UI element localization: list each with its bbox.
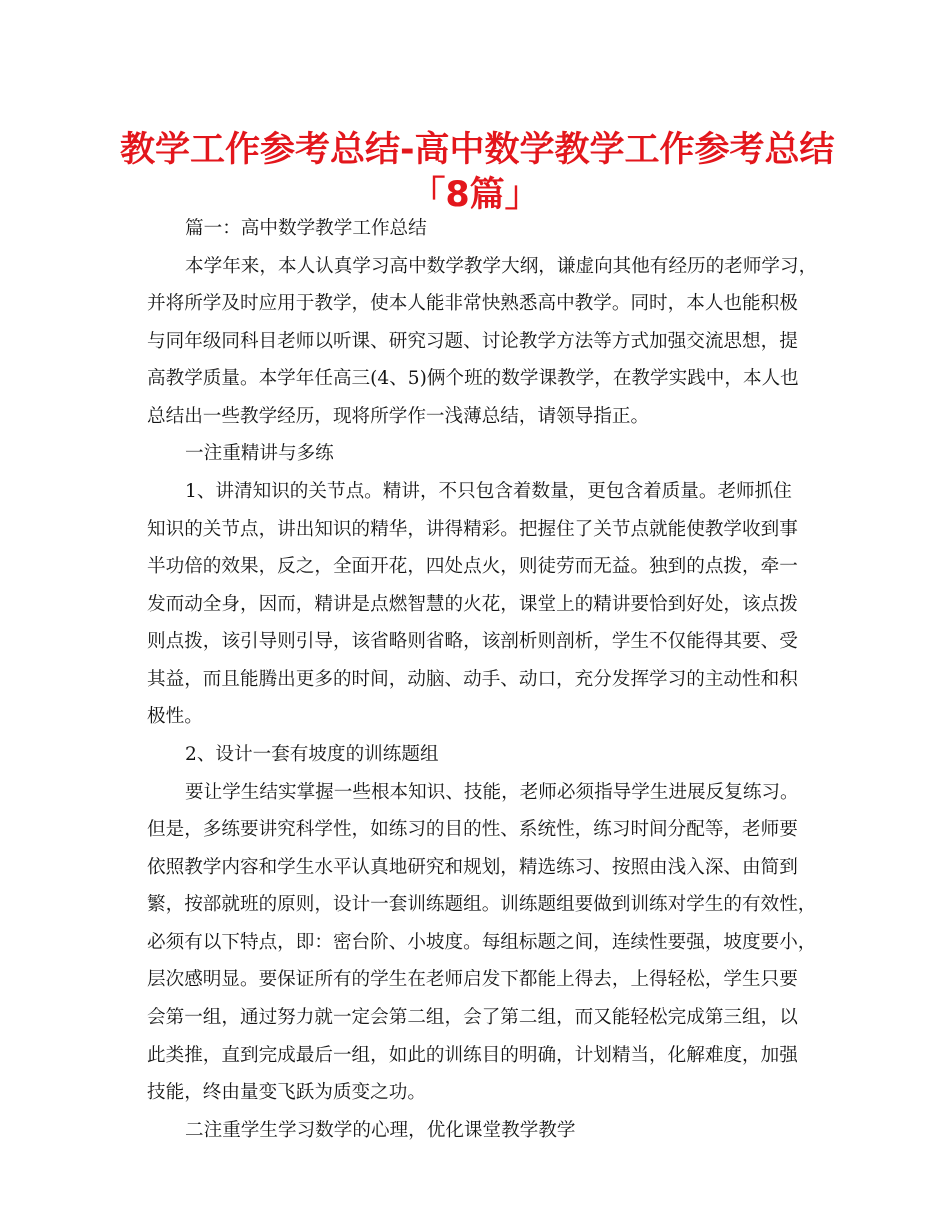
paragraph-line: 其益，而且能腾出更多的时间，动脑、动手、动口，充分发挥学习的主动性和积	[147, 669, 798, 690]
paragraph-line: 此类推，直到完成最后一组，如此的训练目的明确，计划精当，化解难度，加强	[147, 1045, 798, 1066]
paragraph-line: 繁，按部就班的原则，设计一套训练题组。训练题组要做到训练对学生的有效性，	[147, 894, 817, 915]
paragraph-line: 但是，多练要讲究科学性，如练习的目的性、系统性，练习时间分配等，老师要	[147, 819, 798, 840]
document-title-line-1: 教学工作参考总结-高中数学教学工作参考总结	[120, 130, 835, 170]
paragraph-line: 技能，终由量变飞跃为质变之功。	[147, 1082, 426, 1103]
section-heading-part-one: 篇一：高中数学教学工作总结	[185, 218, 427, 239]
subsection-heading: 2、设计一套有坡度的训练题组	[185, 744, 439, 765]
paragraph-line: 要让学生结实掌握一些根本知识、技能，老师必须指导学生进展反复练习。	[185, 782, 799, 803]
paragraph-line: 依照教学内容和学生水平认真地研究和规划，精选练习、按照由浅入深、由简到	[147, 857, 798, 878]
paragraph-line: 必须有以下特点，即：密台阶、小坡度。每组标题之间，连续性要强，坡度要小，	[147, 932, 817, 953]
paragraph-line: 半功倍的效果，反之，全面开花，四处点火，则徒劳而无益。独到的点拨，牵一	[147, 556, 798, 577]
paragraph-line: 则点拨，该引导则引导，该省略则省略，该剖析则剖析，学生不仅能得其要、受	[147, 631, 798, 652]
paragraph-line: 极性。	[147, 706, 203, 727]
paragraph-line: 层次感明显。要保证所有的学生在老师启发下都能上得去，上得轻松，学生只要	[147, 969, 798, 990]
paragraph-line: 高教学质量。本学年任高三(4、5)俩个班的数学课教学，在教学实践中，本人也	[147, 368, 799, 389]
paragraph-line: 1、讲清知识的关节点。精讲，不只包含着数量，更包含着质量。老师抓住	[185, 481, 792, 502]
paragraph-line: 并将所学及时应用于教学，使本人能非常快熟悉高中教学。同时，本人也能积极	[147, 293, 798, 314]
paragraph-line: 会第一组，通过努力就一定会第二组，会了第二组，而又能轻松完成第三组，以	[147, 1007, 798, 1028]
paragraph-line: 发而动全身，因而，精讲是点燃智慧的火花，课堂上的精讲要恰到好处，该点拨	[147, 594, 798, 615]
paragraph-line: 本学年来，本人认真学习高中数学教学大纲，谦虚向其他有经历的老师学习，	[185, 256, 818, 277]
section-heading-two: 二注重学生学习数学的心理，优化课堂教学教学	[185, 1120, 576, 1141]
section-heading-one: 一注重精讲与多练	[185, 443, 334, 464]
document-title-line-2: 「8篇」	[410, 175, 540, 215]
paragraph-line: 与同年级同科目老师以听课、研究习题、讨论教学方法等方式加强交流思想，提	[147, 331, 798, 352]
paragraph-line: 总结出一些教学经历，现将所学作一浅薄总结，请领导指正。	[147, 406, 650, 427]
paragraph-line: 知识的关节点，讲出知识的精华，讲得精彩。把握住了关节点就能使教学收到事	[147, 519, 798, 540]
